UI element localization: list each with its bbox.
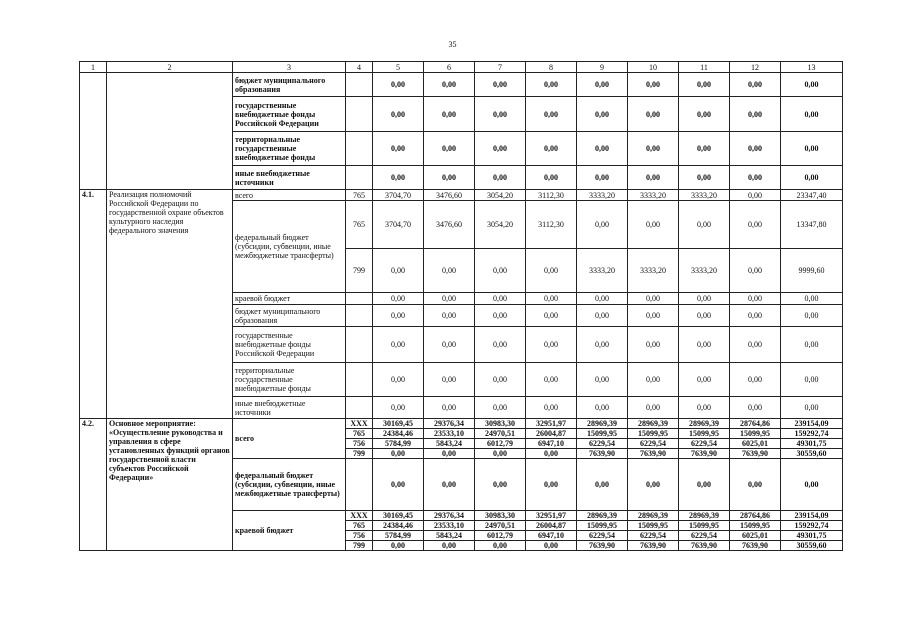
value-cell: 3333,20 bbox=[628, 249, 679, 293]
value-cell: 0,00 bbox=[628, 327, 679, 363]
column-header-9: 9 bbox=[577, 62, 628, 73]
value-cell: 3333,20 bbox=[628, 190, 679, 201]
budget-code bbox=[346, 327, 373, 363]
budget-code: XXX bbox=[346, 511, 373, 521]
value-cell: 3333,20 bbox=[577, 249, 628, 293]
value-cell: 0,00 bbox=[526, 97, 577, 132]
value-cell: 7639,90 bbox=[730, 541, 781, 551]
value-cell: 15099,95 bbox=[628, 429, 679, 439]
budget-code bbox=[346, 166, 373, 190]
budget-code: XXX bbox=[346, 419, 373, 429]
column-header-5: 5 bbox=[373, 62, 424, 73]
value-cell: 6025,01 bbox=[730, 531, 781, 541]
value-cell: 0,00 bbox=[475, 327, 526, 363]
value-cell: 28969,39 bbox=[679, 419, 730, 429]
value-cell: 30169,45 bbox=[373, 511, 424, 521]
funding-source: бюджет муниципального образования bbox=[233, 305, 346, 327]
value-cell: 0,00 bbox=[373, 541, 424, 551]
page-number: 35 bbox=[448, 40, 457, 49]
value-cell: 5784,99 bbox=[373, 439, 424, 449]
value-cell: 0,00 bbox=[781, 397, 843, 419]
value-cell: 0,00 bbox=[628, 97, 679, 132]
value-cell: 0,00 bbox=[628, 132, 679, 166]
value-cell: 0,00 bbox=[526, 541, 577, 551]
value-cell: 0,00 bbox=[526, 449, 577, 459]
value-cell: 3704,70 bbox=[373, 190, 424, 201]
value-cell: 0,00 bbox=[577, 97, 628, 132]
budget-code bbox=[346, 459, 373, 511]
value-cell: 0,00 bbox=[475, 132, 526, 166]
value-cell: 0,00 bbox=[373, 132, 424, 166]
value-cell: 6947,10 bbox=[526, 531, 577, 541]
value-cell: 0,00 bbox=[730, 190, 781, 201]
value-cell: 7639,90 bbox=[679, 449, 730, 459]
budget-code bbox=[346, 363, 373, 397]
value-cell: 30169,45 bbox=[373, 419, 424, 429]
value-cell: 0,00 bbox=[424, 132, 475, 166]
funding-source: иные внебюджетные источники bbox=[233, 166, 346, 190]
value-cell: 0,00 bbox=[628, 459, 679, 511]
value-cell: 23533,10 bbox=[424, 429, 475, 439]
value-cell: 0,00 bbox=[730, 305, 781, 327]
value-cell: 0,00 bbox=[577, 363, 628, 397]
value-cell: 7639,90 bbox=[577, 541, 628, 551]
value-cell: 15099,95 bbox=[679, 521, 730, 531]
value-cell: 24970,51 bbox=[475, 521, 526, 531]
table-row bbox=[80, 419, 843, 429]
value-cell: 159292,74 bbox=[781, 429, 843, 439]
value-cell: 0,00 bbox=[373, 97, 424, 132]
value-cell: 0,00 bbox=[730, 73, 781, 97]
value-cell: 0,00 bbox=[781, 97, 843, 132]
value-cell: 0,00 bbox=[526, 363, 577, 397]
header-row bbox=[80, 62, 843, 73]
value-cell: 29376,34 bbox=[424, 511, 475, 521]
value-cell: 30559,60 bbox=[781, 449, 843, 459]
value-cell: 5784,99 bbox=[373, 531, 424, 541]
value-cell: 30983,30 bbox=[475, 419, 526, 429]
funding-source: бюджет муниципального образования bbox=[233, 73, 346, 97]
value-cell: 0,00 bbox=[679, 327, 730, 363]
column-header-7: 7 bbox=[475, 62, 526, 73]
value-cell: 0,00 bbox=[373, 449, 424, 459]
value-cell: 0,00 bbox=[373, 305, 424, 327]
value-cell: 3333,20 bbox=[679, 190, 730, 201]
value-cell: 0,00 bbox=[730, 132, 781, 166]
value-cell: 0,00 bbox=[781, 132, 843, 166]
value-cell: 0,00 bbox=[373, 397, 424, 419]
column-header-12: 12 bbox=[730, 62, 781, 73]
value-cell: 24970,51 bbox=[475, 429, 526, 439]
value-cell: 0,00 bbox=[628, 293, 679, 305]
value-cell: 0,00 bbox=[628, 73, 679, 97]
value-cell: 49301,75 bbox=[781, 531, 843, 541]
value-cell: 3112,30 bbox=[526, 190, 577, 201]
budget-code: 799 bbox=[346, 541, 373, 551]
item-title: Основное мероприятие: «Осуществление руководства и управления в сфере установленных функций органов государственной власти субъектов Российской Федерации» bbox=[107, 419, 233, 551]
funding-source: территориальные государственные внебюджетные фонды bbox=[233, 363, 346, 397]
value-cell: 30983,30 bbox=[475, 511, 526, 521]
value-cell: 159292,74 bbox=[781, 521, 843, 531]
value-cell: 0,00 bbox=[373, 327, 424, 363]
value-cell: 0,00 bbox=[373, 249, 424, 293]
value-cell: 0,00 bbox=[679, 459, 730, 511]
value-cell: 0,00 bbox=[526, 293, 577, 305]
value-cell: 3333,20 bbox=[679, 249, 730, 293]
funding-source: федеральный бюджет (субсидии, субвенции, иные межбюджетные трансферты) bbox=[233, 459, 346, 511]
budget-table bbox=[79, 61, 843, 551]
value-cell: 26004,87 bbox=[526, 429, 577, 439]
value-cell: 0,00 bbox=[475, 166, 526, 190]
value-cell: 0,00 bbox=[628, 305, 679, 327]
value-cell: 0,00 bbox=[679, 132, 730, 166]
value-cell: 0,00 bbox=[730, 459, 781, 511]
value-cell: 239154,09 bbox=[781, 511, 843, 521]
value-cell: 0,00 bbox=[781, 363, 843, 397]
budget-code bbox=[346, 73, 373, 97]
value-cell: 0,00 bbox=[475, 449, 526, 459]
value-cell: 0,00 bbox=[730, 363, 781, 397]
budget-code: 765 bbox=[346, 521, 373, 531]
value-cell: 0,00 bbox=[424, 541, 475, 551]
value-cell: 0,00 bbox=[577, 132, 628, 166]
budget-code: 799 bbox=[346, 249, 373, 293]
table-row bbox=[80, 73, 843, 97]
value-cell: 5843,24 bbox=[424, 531, 475, 541]
value-cell: 24384,46 bbox=[373, 521, 424, 531]
value-cell: 6229,54 bbox=[577, 439, 628, 449]
value-cell: 28969,39 bbox=[577, 511, 628, 521]
value-cell: 0,00 bbox=[424, 97, 475, 132]
value-cell: 15099,95 bbox=[730, 429, 781, 439]
value-cell: 0,00 bbox=[424, 305, 475, 327]
column-header-4: 4 bbox=[346, 62, 373, 73]
value-cell: 0,00 bbox=[628, 397, 679, 419]
value-cell: 0,00 bbox=[577, 327, 628, 363]
value-cell: 3054,20 bbox=[475, 201, 526, 249]
value-cell: 3704,70 bbox=[373, 201, 424, 249]
value-cell: 28969,39 bbox=[628, 511, 679, 521]
column-header-2: 2 bbox=[107, 62, 233, 73]
item-title: Реализация полномочий Российской Федерации по государственной охране объектов культурного наследия федерального значения bbox=[107, 190, 233, 419]
funding-source: краевой бюджет bbox=[233, 511, 346, 551]
value-cell: 0,00 bbox=[628, 166, 679, 190]
value-cell: 0,00 bbox=[730, 201, 781, 249]
value-cell: 0,00 bbox=[475, 459, 526, 511]
value-cell: 6229,54 bbox=[679, 439, 730, 449]
value-cell: 0,00 bbox=[679, 363, 730, 397]
value-cell: 0,00 bbox=[475, 293, 526, 305]
value-cell: 6947,10 bbox=[526, 439, 577, 449]
value-cell: 6229,54 bbox=[628, 531, 679, 541]
value-cell: 28969,39 bbox=[628, 419, 679, 429]
column-header-3: 3 bbox=[233, 62, 346, 73]
value-cell: 28764,86 bbox=[730, 511, 781, 521]
value-cell: 0,00 bbox=[475, 73, 526, 97]
budget-code: 765 bbox=[346, 190, 373, 201]
budget-code bbox=[346, 97, 373, 132]
value-cell: 0,00 bbox=[526, 166, 577, 190]
value-cell: 0,00 bbox=[730, 397, 781, 419]
column-header-13: 13 bbox=[781, 62, 843, 73]
value-cell: 0,00 bbox=[730, 293, 781, 305]
value-cell: 0,00 bbox=[475, 397, 526, 419]
item-number: 4.2. bbox=[80, 419, 107, 551]
value-cell: 6012,79 bbox=[475, 439, 526, 449]
value-cell: 0,00 bbox=[475, 363, 526, 397]
value-cell: 0,00 bbox=[730, 327, 781, 363]
funding-source: государственные внебюджетные фонды Российской Федерации bbox=[233, 97, 346, 132]
item-number: 4.1. bbox=[80, 190, 107, 419]
value-cell: 0,00 bbox=[526, 397, 577, 419]
value-cell: 0,00 bbox=[781, 73, 843, 97]
value-cell: 6229,54 bbox=[628, 439, 679, 449]
value-cell: 24384,46 bbox=[373, 429, 424, 439]
value-cell: 0,00 bbox=[373, 73, 424, 97]
budget-code bbox=[346, 305, 373, 327]
item-number-cell bbox=[80, 73, 107, 190]
budget-code bbox=[346, 132, 373, 166]
value-cell: 0,00 bbox=[373, 459, 424, 511]
value-cell: 7639,90 bbox=[628, 541, 679, 551]
value-cell: 0,00 bbox=[730, 166, 781, 190]
column-header-8: 8 bbox=[526, 62, 577, 73]
value-cell: 0,00 bbox=[475, 249, 526, 293]
value-cell: 0,00 bbox=[424, 249, 475, 293]
value-cell: 0,00 bbox=[373, 363, 424, 397]
value-cell: 0,00 bbox=[475, 305, 526, 327]
value-cell: 0,00 bbox=[526, 249, 577, 293]
value-cell: 13347,80 bbox=[781, 201, 843, 249]
value-cell: 0,00 bbox=[424, 73, 475, 97]
value-cell: 3112,30 bbox=[526, 201, 577, 249]
value-cell: 0,00 bbox=[679, 166, 730, 190]
value-cell: 49301,75 bbox=[781, 439, 843, 449]
value-cell: 0,00 bbox=[679, 293, 730, 305]
value-cell: 0,00 bbox=[730, 249, 781, 293]
value-cell: 6012,79 bbox=[475, 531, 526, 541]
item-title-cell bbox=[107, 73, 233, 190]
budget-code: 765 bbox=[346, 201, 373, 249]
funding-source: краевой бюджет bbox=[233, 293, 346, 305]
value-cell: 0,00 bbox=[577, 293, 628, 305]
budget-code: 756 bbox=[346, 531, 373, 541]
value-cell: 0,00 bbox=[781, 293, 843, 305]
value-cell: 7639,90 bbox=[679, 541, 730, 551]
value-cell: 0,00 bbox=[679, 305, 730, 327]
value-cell: 3476,60 bbox=[424, 201, 475, 249]
value-cell: 28969,39 bbox=[577, 419, 628, 429]
value-cell: 0,00 bbox=[424, 397, 475, 419]
value-cell: 0,00 bbox=[526, 132, 577, 166]
column-header-11: 11 bbox=[679, 62, 730, 73]
funding-source: всего bbox=[233, 419, 346, 459]
value-cell: 0,00 bbox=[424, 327, 475, 363]
value-cell: 0,00 bbox=[424, 166, 475, 190]
value-cell: 0,00 bbox=[475, 97, 526, 132]
value-cell: 7639,90 bbox=[628, 449, 679, 459]
value-cell: 15099,95 bbox=[730, 521, 781, 531]
funding-source: всего bbox=[233, 190, 346, 201]
value-cell: 0,00 bbox=[424, 459, 475, 511]
value-cell: 0,00 bbox=[781, 459, 843, 511]
value-cell: 6025,01 bbox=[730, 439, 781, 449]
value-cell: 0,00 bbox=[526, 459, 577, 511]
value-cell: 0,00 bbox=[526, 305, 577, 327]
funding-source: иные внебюджетные источники bbox=[233, 397, 346, 419]
value-cell: 239154,09 bbox=[781, 419, 843, 429]
value-cell: 0,00 bbox=[781, 305, 843, 327]
budget-code bbox=[346, 397, 373, 419]
value-cell: 0,00 bbox=[679, 201, 730, 249]
value-cell: 15099,95 bbox=[577, 521, 628, 531]
column-header-6: 6 bbox=[424, 62, 475, 73]
value-cell: 0,00 bbox=[628, 201, 679, 249]
funding-source: федеральный бюджет (субсидии, субвенции, иные межбюджетные трансферты) bbox=[233, 201, 346, 293]
value-cell: 0,00 bbox=[577, 397, 628, 419]
value-cell: 7639,90 bbox=[577, 449, 628, 459]
budget-code bbox=[346, 293, 373, 305]
funding-source: государственные внебюджетные фонды Российской Федерации bbox=[233, 327, 346, 363]
value-cell: 0,00 bbox=[577, 305, 628, 327]
value-cell: 28764,86 bbox=[730, 419, 781, 429]
value-cell: 6229,54 bbox=[577, 531, 628, 541]
value-cell: 0,00 bbox=[577, 73, 628, 97]
value-cell: 0,00 bbox=[577, 201, 628, 249]
value-cell: 0,00 bbox=[475, 541, 526, 551]
value-cell: 7639,90 bbox=[730, 449, 781, 459]
value-cell: 5843,24 bbox=[424, 439, 475, 449]
value-cell: 23347,40 bbox=[781, 190, 843, 201]
value-cell: 0,00 bbox=[526, 327, 577, 363]
budget-code: 756 bbox=[346, 439, 373, 449]
value-cell: 6229,54 bbox=[679, 531, 730, 541]
value-cell: 9999,60 bbox=[781, 249, 843, 293]
value-cell: 0,00 bbox=[781, 166, 843, 190]
value-cell: 23533,10 bbox=[424, 521, 475, 531]
value-cell: 0,00 bbox=[730, 97, 781, 132]
value-cell: 15099,95 bbox=[679, 429, 730, 439]
value-cell: 0,00 bbox=[781, 327, 843, 363]
value-cell: 30559,60 bbox=[781, 541, 843, 551]
value-cell: 0,00 bbox=[424, 363, 475, 397]
table-row bbox=[80, 190, 843, 201]
value-cell: 0,00 bbox=[679, 397, 730, 419]
value-cell: 0,00 bbox=[424, 449, 475, 459]
column-header-10: 10 bbox=[628, 62, 679, 73]
value-cell: 26004,87 bbox=[526, 521, 577, 531]
budget-code: 799 bbox=[346, 449, 373, 459]
value-cell: 15099,95 bbox=[628, 521, 679, 531]
value-cell: 0,00 bbox=[373, 166, 424, 190]
value-cell: 28969,39 bbox=[679, 511, 730, 521]
value-cell: 0,00 bbox=[424, 293, 475, 305]
value-cell: 3476,60 bbox=[424, 190, 475, 201]
value-cell: 3333,20 bbox=[577, 190, 628, 201]
value-cell: 0,00 bbox=[679, 97, 730, 132]
column-header-1: 1 bbox=[80, 62, 107, 73]
value-cell: 0,00 bbox=[577, 166, 628, 190]
value-cell: 0,00 bbox=[526, 73, 577, 97]
value-cell: 3054,20 bbox=[475, 190, 526, 201]
budget-code: 765 bbox=[346, 429, 373, 439]
value-cell: 0,00 bbox=[628, 363, 679, 397]
funding-source: территориальные государственные внебюджетные фонды bbox=[233, 132, 346, 166]
value-cell: 32951,97 bbox=[526, 419, 577, 429]
value-cell: 0,00 bbox=[679, 73, 730, 97]
value-cell: 32951,97 bbox=[526, 511, 577, 521]
value-cell: 29376,34 bbox=[424, 419, 475, 429]
value-cell: 0,00 bbox=[373, 293, 424, 305]
value-cell: 15099,95 bbox=[577, 429, 628, 439]
value-cell: 0,00 bbox=[577, 459, 628, 511]
